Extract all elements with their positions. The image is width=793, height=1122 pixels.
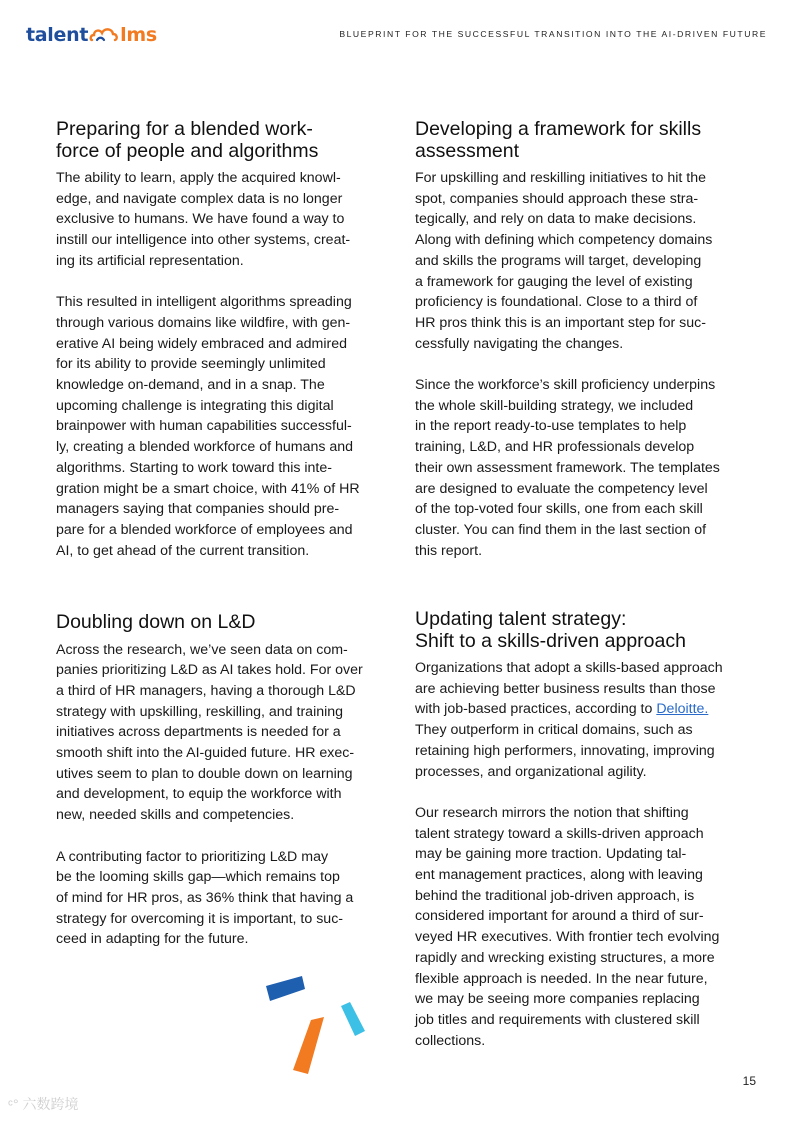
logo-text-lms: lms bbox=[120, 24, 157, 46]
paragraph: Across the research, we’ve seen data on com- panies prioritizing L&D as AI takes hold. For over a third of HR managers, having a thorough L&D strategy with upskilling, reskilling, and training initiatives across departments is needed for a smooth shift into the AI-guided future. HR exec- utives seem to plan to double down on learning and development, to equip the workforce with new, needed skills and competencies. bbox=[56, 641, 363, 824]
deloitte-link[interactable]: Deloitte. bbox=[656, 701, 709, 718]
page-number: 15 bbox=[742, 1074, 756, 1088]
watermark-logo-icon: ᶜ° bbox=[8, 1096, 19, 1112]
paragraph: A contributing factor to prioritizing L&D may be the looming skills gap—which remains top of mind for HR pros, as 36% think that having a strategy for overcoming it is important, to suc- ceed in adapting for the future. bbox=[56, 848, 354, 948]
section-title: Developing a framework for skills assessment bbox=[415, 118, 702, 162]
orange-stripe-shape bbox=[293, 1017, 324, 1074]
paragraph: This resulted in intelligent algorithms spreading through various domains like wildfire, with gen- erative AI being widely embraced and admired for its ability to provide seemingly unlimited knowledge on-demand, and in a snap. The upcoming challenge is integrating this digital brainpower with human capabilities successful- ly, creating a blended workforce of humans and algorithms. Starting to work toward this inte- gration might be a smart choice, with 41% of HR managers saying that companies should pre- pare for a blended workforce of employees and AI, to get ahead of the current transition. bbox=[56, 294, 360, 559]
section-title: Preparing for a blended work- force of people and algorithms bbox=[56, 118, 319, 162]
blue-stripe-shape bbox=[266, 976, 305, 1001]
paragraph: Our research mirrors the notion that shifting talent strategy toward a skills-driven approach may be gaining more traction. Updating tal- ent management practices, along with leaving behind the traditional job-driven approach, is considered important for around a third of sur- veyed HR executives. With frontier tech evolving rapidly and wrecking existing structures, a more flexible approach is needed. In the near future, we may be seeing more companies replacing job titles and requirements with clustered skill collections. bbox=[415, 804, 720, 1049]
logo-text-talent: talent bbox=[26, 24, 89, 46]
paragraph: Organizations that adopt a skills-based approach are achieving better business results than those with job-based practices, according to Deloitte. They outperform in critical domains, such as retaining high performers, innovating, improving processes, and organizational agility. bbox=[415, 660, 723, 780]
header-title: BLUEPRINT FOR THE SUCCESSFUL TRANSITION INTO THE AI-DRIVEN FUTURE bbox=[339, 29, 767, 39]
cyan-stripe-shape bbox=[341, 1002, 365, 1036]
section-title: Updating talent strategy: Shift to a skills-driven approach bbox=[415, 608, 686, 652]
paragraph: For upskilling and reskilling initiatives to hit the spot, companies should approach these stra- tegically, and rely on data to make decisions. Along with defining which competency domains and skills the programs will target, developing a framework for gauging the level of existing proficiency is foundational. Close to a third of HR pros think this is an important step for suc- cessfully navigating the changes. bbox=[415, 170, 713, 352]
section-title: Doubling down on L&D bbox=[56, 611, 256, 633]
paragraph: Since the workforce’s skill proficiency underpins the whole skill-building strategy, we included in the report ready-to-use templates to help training, L&D, and HR professionals develop their own assessment framework. The templates are designed to evaluate the competency level of the top-voted four skills, one from each skill cluster. You can find them in the last section of this report. bbox=[415, 377, 720, 559]
watermark: ᶜ° 六数跨境 bbox=[8, 1096, 79, 1112]
paragraph: The ability to learn, apply the acquired knowl- edge, and navigate complex data is no longer exclusive to humans. We have found a way to instill our intelligence into other systems, creat- ing its artificial representation. bbox=[56, 170, 351, 269]
